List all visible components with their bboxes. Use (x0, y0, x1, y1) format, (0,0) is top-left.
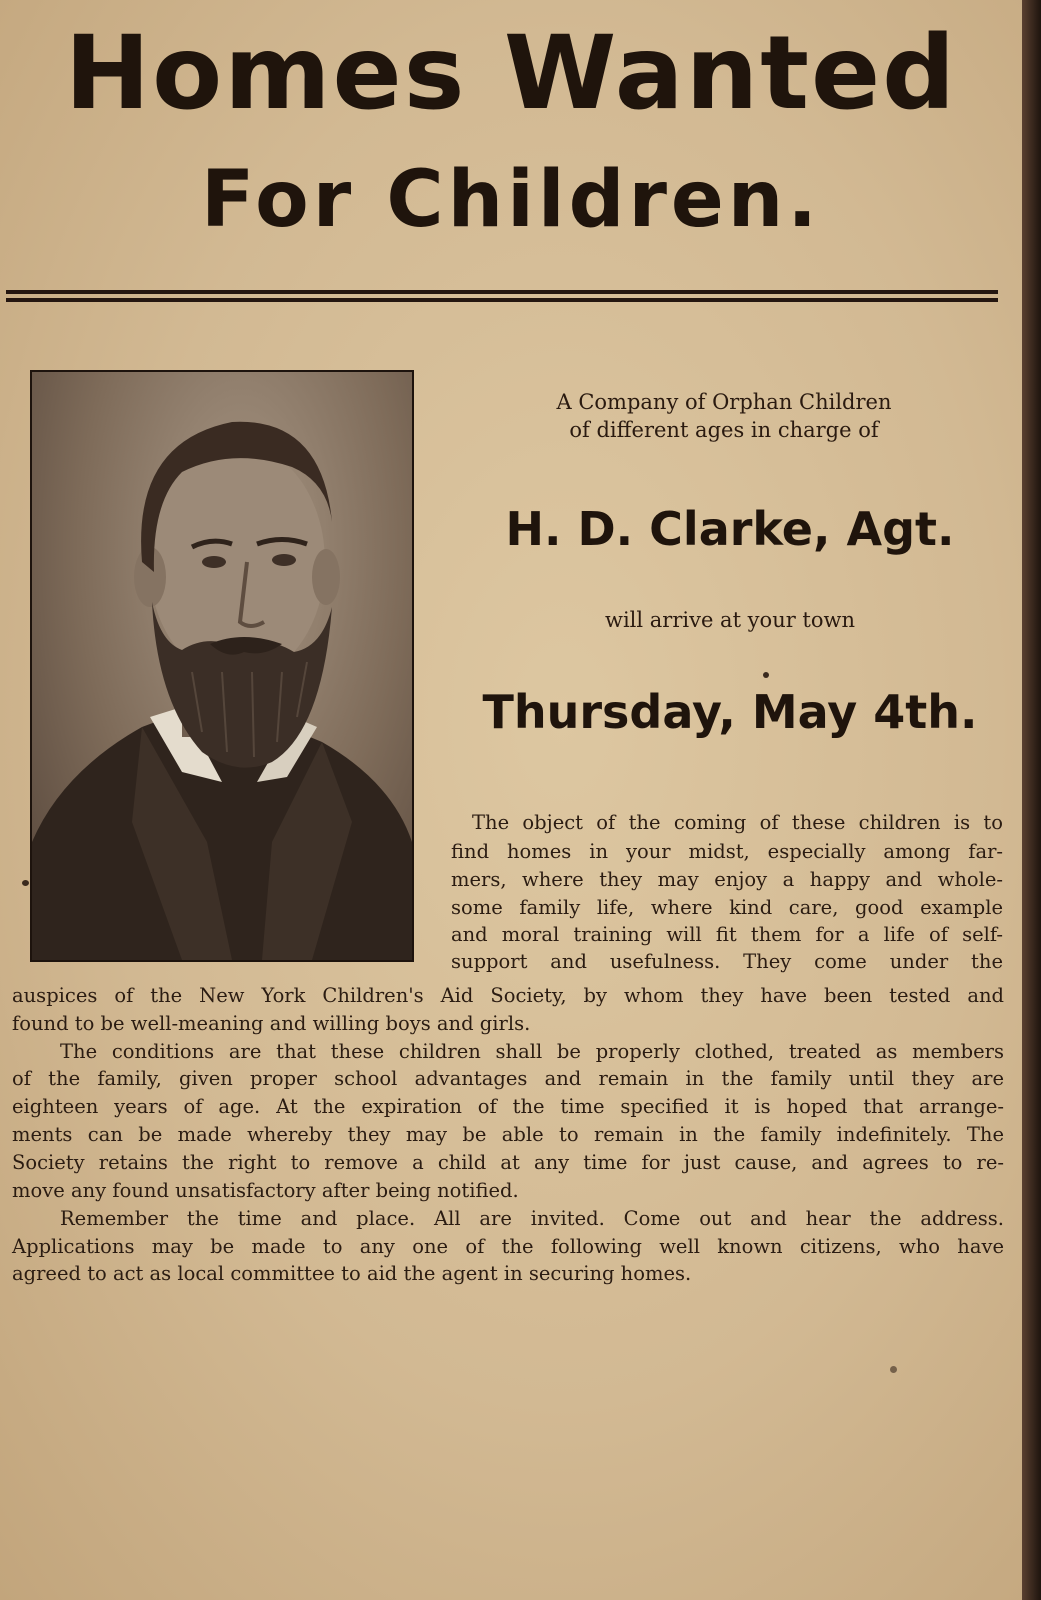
body-text-line: some family life, where kind care, good example (451, 896, 1003, 919)
body-text-line: found to be well-meaning and willing boys and girls. (12, 1012, 531, 1035)
body-text-line: The conditions are that these children shall be properly clothed, treated as members (60, 1040, 1004, 1063)
body-text-line: support and usefulness. They come under the (451, 950, 1003, 973)
agent-name: H. D. Clarke, Agt. (505, 502, 955, 556)
agent-portrait-photo (30, 370, 414, 962)
body-text-line: mers, where they may enjoy a happy and whole- (451, 868, 1003, 891)
bearded-man-portrait-illustration (32, 372, 412, 960)
paper-speck (890, 1366, 897, 1373)
double-rule-top (6, 290, 998, 294)
body-text-line: Applications may be made to any one of the following well known citizens, who have (12, 1235, 1004, 1258)
body-text-line: of the family, given proper school advantages and remain in the family until they are (12, 1067, 1004, 1090)
double-rule-bottom (6, 298, 998, 302)
intro-line-2: of different ages in charge of (569, 418, 879, 442)
arrival-date: Thursday, May 4th. (482, 685, 978, 739)
body-text-line: agreed to act as local committee to aid the agent in securing homes. (12, 1262, 692, 1285)
body-text-line: Society retains the right to remove a child at any time for just cause, and agrees to re- (12, 1151, 1004, 1174)
body-text-line: find homes in your midst, especially among far- (451, 840, 1003, 863)
body-text-line: move any found unsatisfactory after being notified. (12, 1179, 519, 1202)
arrival-line: will arrive at your town (604, 608, 856, 632)
poster-title-line-2: For Children. (201, 155, 821, 245)
intro-line-1: A Company of Orphan Children (556, 390, 892, 414)
photo-right-border (1022, 0, 1041, 1600)
paper-speck (22, 880, 29, 886)
body-text-line: The object of the coming of these children is to (472, 811, 1003, 834)
body-text-line: Remember the time and place. All are invited. Come out and hear the address. (60, 1207, 1004, 1230)
body-text-line: auspices of the New York Children's Aid Society, by whom they have been tested and (12, 984, 1004, 1007)
body-text-line: and moral training will fit them for a life of self- (451, 923, 1003, 946)
poster-title-line-1: Homes Wanted (64, 14, 958, 133)
body-text-line: eighteen years of age. At the expiration of the time specified it is hoped that arrange- (12, 1095, 1004, 1118)
body-text-line: ments can be made whereby they may be able to remain in the family indefinitely. The (12, 1123, 1004, 1146)
paper-speck (763, 672, 769, 678)
